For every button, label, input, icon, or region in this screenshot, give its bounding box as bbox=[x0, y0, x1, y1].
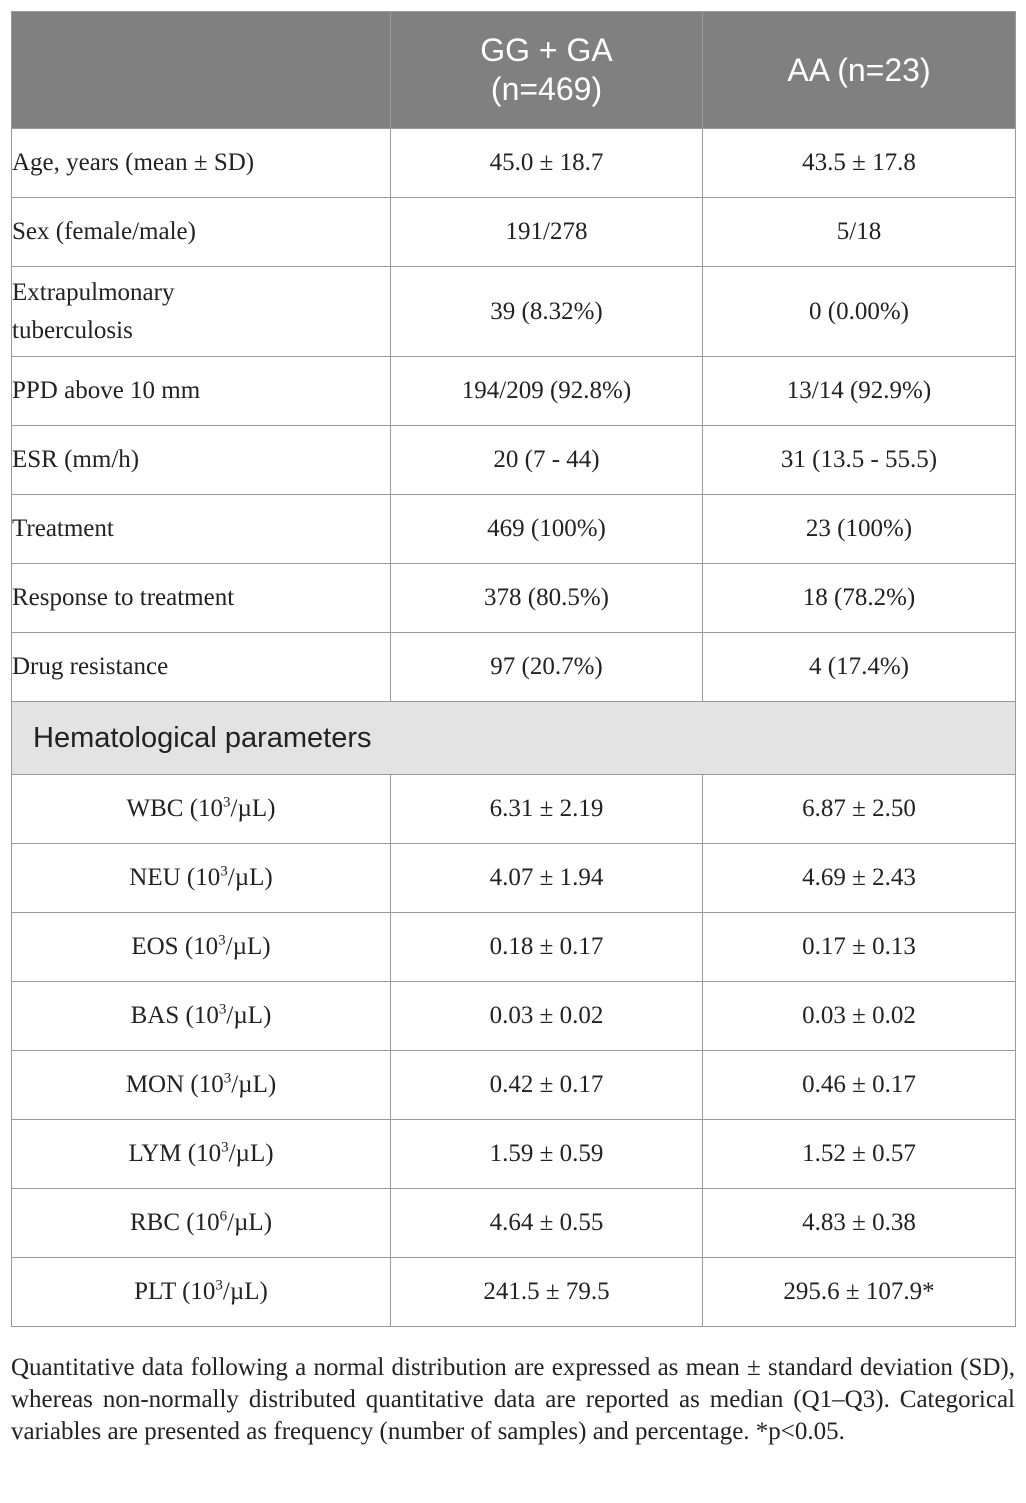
row-label-text: Extrapulmonary tuberculosis bbox=[12, 278, 175, 344]
cell-gg-ga: 20 (7 - 44) bbox=[391, 426, 703, 495]
cell-aa: 295.6 ± 107.9* bbox=[703, 1258, 1016, 1327]
row-label: Treatment bbox=[12, 495, 391, 564]
cell-aa: 23 (100%) bbox=[703, 495, 1016, 564]
table-row bbox=[12, 1051, 1016, 1120]
cell-gg-ga: 0.18 ± 0.17 bbox=[391, 913, 703, 982]
row-label bbox=[12, 267, 391, 357]
row-label: MON $(10^3/\mu L)$ bbox=[12, 1051, 391, 1120]
row-label: PLT $(10^3/\mu L)$ bbox=[12, 1258, 391, 1327]
row-label: WBC $(10^3/\mu L)$ bbox=[12, 775, 391, 844]
header-row bbox=[12, 12, 1016, 129]
cell-gg-ga: 469 (100%) bbox=[391, 495, 703, 564]
row-label: NEU $(10^3/\mu L)$ bbox=[12, 844, 391, 913]
cell-aa: 0.03 ± 0.02 bbox=[703, 982, 1016, 1051]
cell-aa: 0 (0.00%) bbox=[703, 267, 1016, 357]
table-row bbox=[12, 1189, 1016, 1258]
row-label: EOS $(10^3/\mu L)$ bbox=[12, 913, 391, 982]
row-label: ESR (mm/h) bbox=[12, 426, 391, 495]
table-row bbox=[12, 426, 1016, 495]
table-row bbox=[12, 1120, 1016, 1189]
cell-aa: 6.87 ± 2.50 bbox=[703, 775, 1016, 844]
header-blank bbox=[12, 12, 391, 129]
cell-gg-ga: 0.42 ± 0.17 bbox=[391, 1051, 703, 1120]
table-row bbox=[12, 495, 1016, 564]
row-label: PPD above 10 mm bbox=[12, 357, 391, 426]
cell-gg-ga: 45.0 ± 18.7 bbox=[391, 129, 703, 198]
table-row bbox=[12, 633, 1016, 702]
cell-aa: 4.69 ± 2.43 bbox=[703, 844, 1016, 913]
header-gg-ga bbox=[391, 12, 703, 129]
cell-gg-ga: 1.59 ± 0.59 bbox=[391, 1120, 703, 1189]
table-row bbox=[12, 129, 1016, 198]
row-label: BAS $(10^3/\mu L)$ bbox=[12, 982, 391, 1051]
cell-gg-ga: 241.5 ± 79.5 bbox=[391, 1258, 703, 1327]
header-aa: AA (n=23) bbox=[703, 12, 1016, 129]
cell-aa: 0.17 ± 0.13 bbox=[703, 913, 1016, 982]
row-label: Age, years (mean ± SD) bbox=[12, 129, 391, 198]
cell-gg-ga: 4.07 ± 1.94 bbox=[391, 844, 703, 913]
cell-gg-ga: 39 (8.32%) bbox=[391, 267, 703, 357]
characteristics-table bbox=[11, 11, 1016, 1327]
row-label: Response to treatment bbox=[12, 564, 391, 633]
table-row bbox=[12, 267, 1016, 357]
table-row bbox=[12, 982, 1016, 1051]
table-row bbox=[12, 913, 1016, 982]
table-row bbox=[12, 775, 1016, 844]
cell-aa: 43.5 ± 17.8 bbox=[703, 129, 1016, 198]
cell-aa: 1.52 ± 0.57 bbox=[703, 1120, 1016, 1189]
section-title: Hematological parameters bbox=[12, 702, 1016, 775]
cell-aa: 18 (78.2%) bbox=[703, 564, 1016, 633]
table-row bbox=[12, 844, 1016, 913]
cell-gg-ga: 6.31 ± 2.19 bbox=[391, 775, 703, 844]
row-label: LYM $(10^3/\mu L)$ bbox=[12, 1120, 391, 1189]
table-footnote: Quantitative data following a normal distribution are expressed as mean ± standard deviation (SD), whereas non-normally distributed quantitative data are reported as median (Q1–Q3). Categorical variables are presented as frequency (number of samples) and percentage. *p<0.05. bbox=[11, 1354, 1015, 1445]
table-row bbox=[12, 1258, 1016, 1327]
cell-aa: 13/14 (92.9%) bbox=[703, 357, 1016, 426]
table-row bbox=[12, 198, 1016, 267]
cell-aa: 5/18 bbox=[703, 198, 1016, 267]
cell-gg-ga: 194/209 (92.8%) bbox=[391, 357, 703, 426]
cell-gg-ga: 4.64 ± 0.55 bbox=[391, 1189, 703, 1258]
cell-aa: 0.46 ± 0.17 bbox=[703, 1051, 1016, 1120]
cell-gg-ga: 191/278 bbox=[391, 198, 703, 267]
cell-aa: 31 (13.5 - 55.5) bbox=[703, 426, 1016, 495]
header-gg-ga-text: GG + GA (n=469) bbox=[480, 32, 613, 107]
row-label: Sex (female/male) bbox=[12, 198, 391, 267]
cell-gg-ga: 0.03 ± 0.02 bbox=[391, 982, 703, 1051]
row-label: RBC $(10^6/\mu L)$ bbox=[12, 1189, 391, 1258]
cell-aa: 4 (17.4%) bbox=[703, 633, 1016, 702]
section-header-row bbox=[12, 702, 1016, 775]
table-row bbox=[12, 564, 1016, 633]
row-label: Drug resistance bbox=[12, 633, 391, 702]
cell-aa: 4.83 ± 0.38 bbox=[703, 1189, 1016, 1258]
cell-gg-ga: 378 (80.5%) bbox=[391, 564, 703, 633]
cell-gg-ga: 97 (20.7%) bbox=[391, 633, 703, 702]
table-row bbox=[12, 357, 1016, 426]
